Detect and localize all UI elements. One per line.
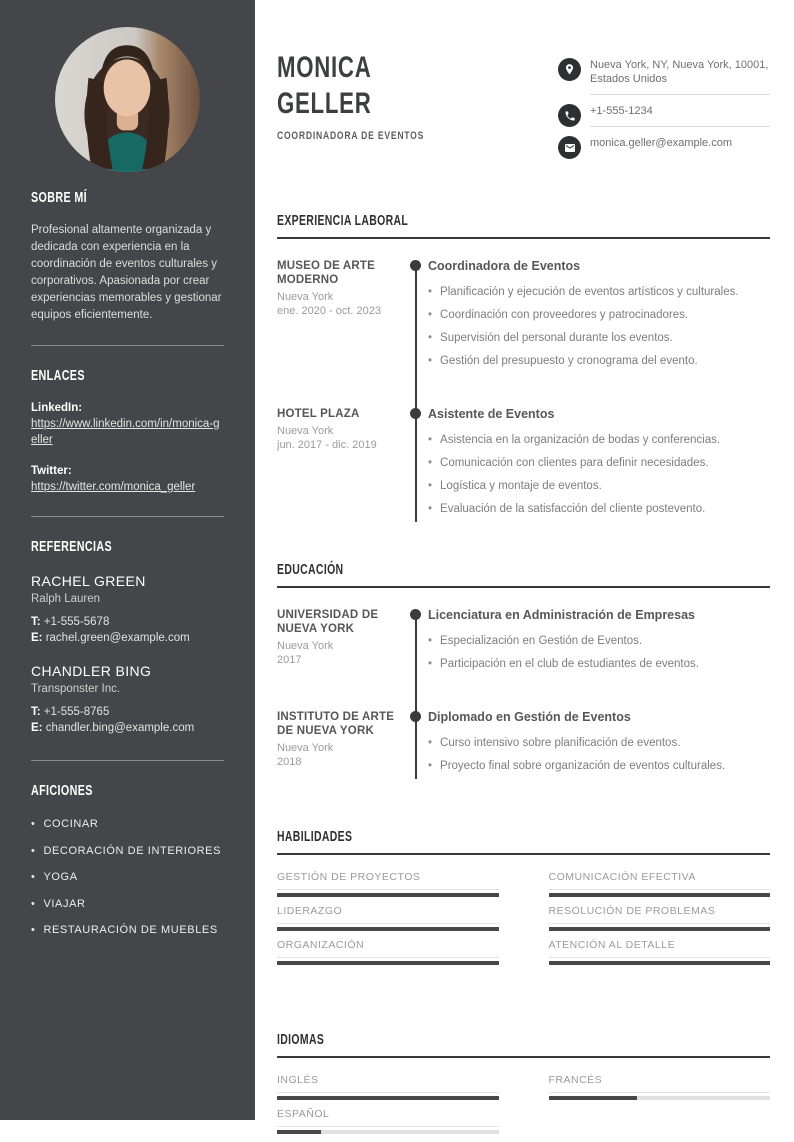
language-bar-track — [277, 1096, 499, 1100]
location-icon — [558, 58, 581, 81]
entry-bullets — [428, 285, 770, 369]
link-item-twitter — [31, 463, 224, 495]
references-heading: REFERENCIAS — [31, 539, 112, 555]
skill-meter — [277, 905, 499, 931]
bullet-item: • Supervisión del personal durante los eventos. — [428, 332, 673, 344]
hobbies-section — [31, 782, 224, 937]
contact-row-phone — [558, 104, 770, 127]
bullet-glyph: • — [428, 635, 433, 647]
bullet-glyph: • — [31, 818, 36, 830]
hobby-item: • RESTAURACIÓN DE MUEBLES — [31, 924, 218, 936]
reference-company: Transponster Inc. — [31, 683, 121, 695]
skill-bar-track — [277, 893, 499, 897]
language-bar-track — [549, 1096, 771, 1100]
bullet-glyph: • — [428, 332, 433, 344]
reference-item — [31, 573, 224, 646]
hobby-item: • YOGA — [31, 871, 78, 883]
skill-bar-fill — [549, 893, 771, 897]
bullet-item: • Gestión del presupuesto y cronograma del evento. — [428, 355, 698, 367]
skill-bar-track — [549, 961, 771, 965]
reference-email: E: rachel.green@example.com — [31, 632, 190, 644]
school-location: Nueva York — [277, 640, 334, 652]
about-text: Profesional altamente organizada y dedicada con experiencia en la coordinación de eventos culturales y corporativos. Apasionada por crear experiencias memorables y gestionar equipos eficientemente. — [31, 224, 222, 321]
language-bar-fill — [277, 1130, 321, 1134]
timeline-dot — [410, 609, 421, 620]
bullet-item: • Especialización en Gestión de Eventos. — [428, 635, 643, 647]
contact-phone: +1-555-1234 — [590, 104, 770, 127]
reference-item — [31, 663, 224, 736]
skill-bar-fill — [549, 961, 771, 965]
degree-title: Licenciatura en Administración de Empresas — [428, 608, 695, 622]
skill-label: COMUNICACIÓN EFECTIVA — [549, 871, 771, 890]
bullet-item: • Curso intensivo sobre planificación de eventos. — [428, 737, 681, 749]
skill-meter — [277, 871, 499, 897]
company-location: Nueva York — [277, 291, 334, 303]
school-name: UNIVERSIDAD DE NUEVA YORK — [277, 609, 379, 635]
bullet-item: • Evaluación de la satisfacción del cliente postevento. — [428, 503, 706, 515]
skill-label: ORGANIZACIÓN — [277, 939, 499, 958]
hobby-item: • COCINAR — [31, 818, 99, 830]
reference-company: Ralph Lauren — [31, 593, 101, 605]
name-block — [277, 50, 558, 168]
phone-icon — [558, 104, 581, 127]
timeline-dot — [410, 711, 421, 722]
sidebar-divider — [31, 516, 224, 517]
experience-entry — [277, 407, 770, 525]
contact-row-location — [558, 58, 770, 95]
skill-label: ATENCIÓN AL DETALLE — [549, 939, 771, 958]
language-meter — [277, 1108, 499, 1134]
language-bar-track — [277, 1130, 499, 1134]
bullet-glyph: • — [428, 434, 433, 446]
bullet-glyph: • — [31, 897, 36, 910]
bullet-glyph: • — [428, 737, 433, 749]
links-heading: ENLACES — [31, 368, 85, 384]
twitter-link[interactable]: https://twitter.com/monica_geller — [31, 481, 196, 493]
skills-heading: HABILIDADES — [277, 829, 353, 845]
bullet-glyph: • — [31, 844, 36, 857]
bullet-glyph: • — [428, 503, 433, 515]
profile-photo — [55, 27, 200, 172]
header — [277, 50, 770, 168]
reference-phone: T: +1-555-8765 — [31, 706, 110, 718]
skill-bar-track — [277, 961, 499, 965]
skill-meter — [549, 939, 771, 965]
contact-block — [558, 58, 770, 168]
contact-location: Nueva York, NY, Nueva York, 10001, Estados Unidos — [590, 58, 770, 95]
skills-section — [277, 828, 770, 973]
skill-bar-fill — [277, 961, 499, 965]
education-section — [277, 561, 770, 782]
references-section — [31, 538, 224, 736]
language-bar-fill — [277, 1096, 499, 1100]
link-item-linkedin — [31, 400, 224, 448]
entry-dates: 2017 — [277, 654, 302, 666]
job-title: COORDINADORA DE EVENTOS — [277, 130, 425, 142]
language-bar-fill — [549, 1096, 638, 1100]
experience-section — [277, 212, 770, 525]
phone-label: T: — [31, 706, 41, 718]
sidebar-divider — [31, 760, 224, 761]
email-label: E: — [31, 632, 43, 644]
about-heading: SOBRE MÍ — [31, 190, 88, 206]
reference-name: CHANDLER BING — [31, 663, 152, 679]
school-location: Nueva York — [277, 742, 334, 754]
bullet-item: • Coordinación con proveedores y patrocinadores. — [428, 309, 689, 321]
skill-bar-track — [549, 893, 771, 897]
email-label: E: — [31, 722, 43, 734]
language-meter — [277, 1074, 499, 1100]
sidebar — [0, 0, 255, 1120]
skill-bar-fill — [277, 927, 499, 931]
bullet-glyph: • — [428, 286, 433, 298]
timeline-dot — [410, 408, 421, 419]
about-section — [31, 189, 224, 324]
entry-bullets — [428, 634, 770, 672]
bullet-glyph: • — [428, 457, 433, 469]
company-name: HOTEL PLAZA — [277, 408, 360, 420]
reference-name: RACHEL GREEN — [31, 573, 146, 589]
skills-grid — [277, 871, 770, 973]
phone-label: T: — [31, 616, 41, 628]
linkedin-link[interactable]: https://www.linkedin.com/in/monica-geller — [31, 418, 220, 446]
main-content — [255, 0, 794, 1120]
education-heading: EDUCACIÓN — [277, 562, 344, 578]
bullet-glyph: • — [428, 309, 433, 321]
email-icon — [558, 136, 581, 159]
skill-bar-fill — [277, 893, 499, 897]
role-title: Asistente de Eventos — [428, 407, 555, 421]
skill-meter — [549, 871, 771, 897]
timeline-dot — [410, 260, 421, 271]
entry-dates: ene. 2020 - oct. 2023 — [277, 305, 381, 317]
skill-label: GESTIÓN DE PROYECTOS — [277, 871, 499, 890]
bullet-glyph: • — [428, 355, 433, 367]
skill-bar-track — [277, 927, 499, 931]
experience-entry — [277, 259, 770, 377]
skill-label: LIDERAZGO — [277, 905, 499, 924]
bullet-item: • Logística y montaje de eventos. — [428, 480, 602, 492]
education-entry — [277, 710, 770, 782]
links-section — [31, 367, 224, 495]
skill-label: RESOLUCIÓN DE PROBLEMAS — [549, 905, 771, 924]
language-label: FRANCÉS — [549, 1074, 771, 1093]
bullet-glyph: • — [428, 480, 433, 492]
bullet-item: • Asistencia en la organización de bodas y conferencias. — [428, 434, 721, 446]
languages-section — [277, 1031, 770, 1142]
skill-bar-track — [549, 927, 771, 931]
hobby-item: • DECORACIÓN DE INTERIORES — [31, 844, 222, 857]
school-name: INSTITUTO DE ARTE DE NUEVA YORK — [277, 711, 395, 737]
bullet-item: • Comunicación con clientes para definir necesidades. — [428, 457, 709, 469]
bullet-item: • Proyecto final sobre organización de eventos culturales. — [428, 760, 726, 772]
degree-title: Diplomado en Gestión de Eventos — [428, 710, 631, 724]
hobby-list — [31, 818, 224, 937]
experience-timeline — [277, 259, 770, 525]
skill-meter — [549, 905, 771, 931]
education-entry — [277, 608, 770, 680]
sidebar-divider — [31, 345, 224, 346]
role-title: Coordinadora de Eventos — [428, 259, 581, 273]
company-location: Nueva York — [277, 425, 334, 437]
bullet-glyph: • — [428, 760, 433, 772]
first-name: MONICA — [277, 51, 372, 84]
linkedin-label: LinkedIn: — [31, 402, 83, 414]
skill-bar-fill — [549, 927, 771, 931]
contact-email: monica.geller@example.com — [590, 137, 733, 149]
education-timeline — [277, 608, 770, 782]
contact-row-email — [558, 136, 770, 159]
portrait-illustration — [55, 27, 200, 172]
bullet-item: • Participación en el club de estudiantes de eventos. — [428, 658, 699, 670]
bullet-glyph: • — [428, 658, 433, 670]
skill-meter — [277, 939, 499, 965]
entry-dates: jun. 2017 - dic. 2019 — [277, 439, 377, 451]
experience-heading: EXPERIENCIA LABORAL — [277, 213, 409, 229]
page-title — [277, 50, 558, 122]
languages-grid — [277, 1074, 770, 1142]
language-meter — [549, 1074, 771, 1100]
last-name: GELLER — [277, 87, 372, 120]
entry-bullets — [428, 433, 770, 517]
hobbies-heading: AFICIONES — [31, 783, 93, 799]
twitter-label: Twitter: — [31, 465, 72, 477]
entry-bullets — [428, 736, 770, 774]
bullet-glyph: • — [31, 871, 36, 883]
bullet-item: • Planificación y ejecución de eventos artísticos y culturales. — [428, 286, 739, 298]
bullet-glyph: • — [31, 924, 36, 936]
reference-phone: T: +1-555-5678 — [31, 616, 110, 628]
language-label: INGLÉS — [277, 1074, 499, 1093]
reference-email: E: chandler.bing@example.com — [31, 722, 195, 734]
language-label: ESPAÑOL — [277, 1108, 499, 1127]
company-name: MUSEO DE ARTE MODERNO — [277, 260, 376, 286]
hobby-item: • VIAJAR — [31, 897, 86, 910]
languages-heading: IDIOMAS — [277, 1032, 325, 1048]
entry-dates: 2018 — [277, 756, 302, 768]
